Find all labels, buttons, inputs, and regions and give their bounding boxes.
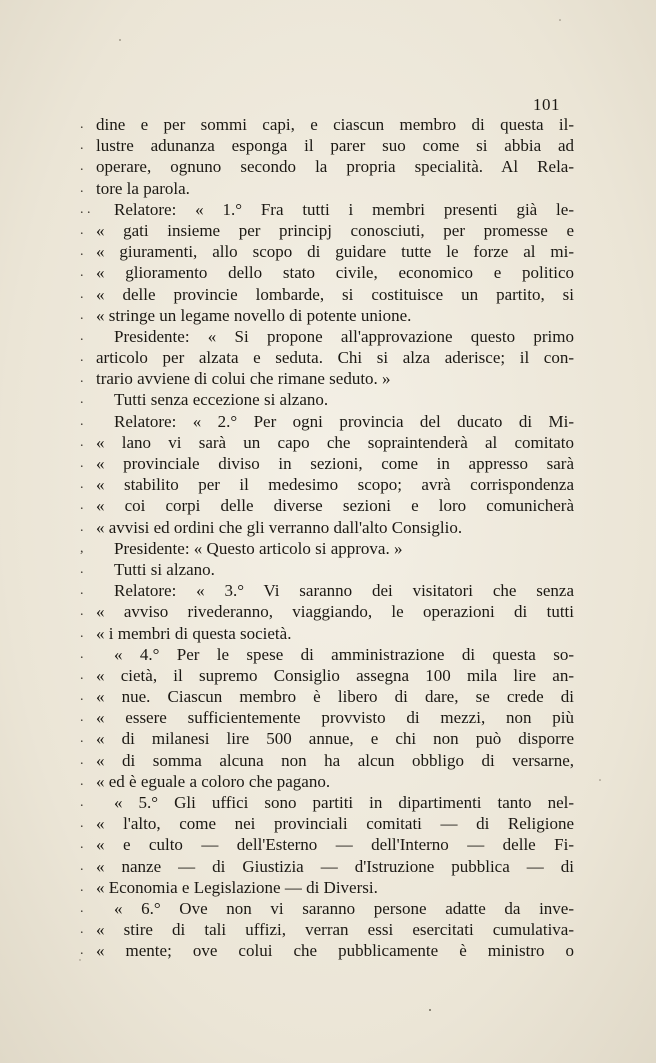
margin-mark: .	[80, 392, 84, 408]
margin-mark: .	[80, 244, 84, 260]
line-text: Presidente: « Si propone all'approvazione questo primo	[114, 326, 574, 346]
line-text: « Economia e Legislazione — di Diversi.	[96, 877, 378, 897]
line-text: Relatore: « 1.° Fra tutti i membri presenti già le-	[114, 199, 574, 219]
line-text: « ed è eguale a coloro che pagano.	[96, 771, 331, 791]
text-line	[80, 114, 574, 135]
line-text: « stringe un legame novello di potente unione.	[96, 305, 412, 325]
text-line	[80, 686, 574, 707]
margin-mark: .	[80, 689, 84, 705]
text-line	[80, 559, 574, 580]
speck	[119, 39, 121, 41]
text-line	[80, 580, 574, 601]
margin-mark: ,	[80, 540, 84, 556]
text-line	[80, 877, 574, 898]
line-text: « stire di tali uffizi, verran essi esercitati cumulativa-	[96, 920, 574, 940]
text-line	[80, 792, 574, 813]
text-line	[80, 411, 574, 432]
text-line	[80, 241, 574, 262]
text-line	[80, 453, 574, 474]
margin-mark: .	[80, 159, 84, 175]
line-text: tore la parola.	[96, 178, 190, 198]
speck	[599, 779, 601, 781]
text-line	[80, 517, 574, 538]
margin-mark: .	[80, 667, 84, 683]
margin-mark: . .	[80, 201, 91, 217]
text-line	[80, 813, 574, 834]
text-line	[80, 474, 574, 495]
line-text: Tutti si alzano.	[114, 559, 215, 579]
margin-mark: .	[80, 456, 84, 471]
margin-mark: .	[80, 795, 84, 810]
line-text: « cietà, il supremo Consiglio assegna 100 mila lire an-	[96, 665, 574, 685]
page-number: 101	[533, 95, 560, 114]
margin-mark: .	[80, 773, 84, 789]
text-line	[80, 623, 574, 644]
text-line	[80, 220, 574, 241]
line-text: « provinciale diviso in sezioni, come in appresso sarà	[96, 454, 574, 473]
line-text: « avviso rivederanno, viaggiando, le operazioni di tutti	[96, 602, 574, 622]
line-text: « mente; ove colui che pubblicamente è ministro o	[96, 941, 574, 961]
margin-mark: .	[80, 837, 84, 853]
margin-mark: .	[80, 498, 84, 514]
text-line	[80, 368, 574, 389]
text-line	[80, 919, 574, 940]
margin-mark: .	[80, 180, 84, 196]
line-text: « di milanesi lire 500 annue, e chi non può disporre	[96, 729, 574, 749]
line-text: « glioramento dello stato civile, economico e politico	[96, 263, 574, 283]
margin-mark: .	[80, 371, 84, 387]
text-line	[80, 728, 574, 749]
line-text: « 4.° Per le spese di amministrazione di questa so-	[114, 644, 574, 664]
margin-mark: .	[80, 328, 84, 344]
margin-mark: .	[80, 752, 84, 768]
line-text: « gati insieme per principj conosciuti, per promesse e	[96, 220, 574, 240]
text-line	[80, 644, 574, 665]
margin-mark: .	[80, 413, 84, 429]
margin-mark: .	[80, 858, 84, 874]
margin-mark: .	[80, 816, 84, 832]
line-text: « giuramenti, allo scopo di guidare tutte le forze al mi-	[96, 242, 574, 262]
margin-mark: .	[80, 434, 84, 450]
text-line	[80, 156, 574, 177]
margin-mark: .	[80, 117, 84, 132]
text-line	[80, 305, 574, 326]
margin-mark: .	[80, 583, 84, 599]
margin-mark: .	[80, 604, 84, 620]
margin-mark: .	[80, 731, 84, 747]
line-text: Presidente: « Questo articolo si approva. »	[114, 538, 403, 558]
text-line	[80, 898, 574, 919]
margin-mark: .	[80, 646, 84, 662]
margin-mark: .	[80, 477, 84, 493]
margin-mark: .	[80, 625, 84, 641]
text-line	[80, 940, 574, 961]
body-text	[80, 114, 574, 962]
line-text: lustre adunanza esponga il parer suo come si abbia ad	[96, 136, 574, 156]
text-line	[80, 834, 574, 855]
text-line	[80, 262, 574, 283]
margin-mark: .	[80, 307, 84, 323]
line-text: « di somma alcuna non ha alcun obbligo di versarne,	[96, 750, 574, 770]
margin-mark: .	[80, 286, 84, 302]
line-text: operare, ognuno secondo la propria specialità. Al Rela-	[96, 157, 574, 177]
line-text: « nue. Ciascun membro è libero di dare, se crede di	[96, 687, 574, 707]
line-text: dine e per sommi capi, e ciascun membro di questa il-	[96, 115, 574, 134]
line-text: trario avviene di colui che rimane seduto. »	[96, 369, 391, 389]
speck	[429, 1009, 431, 1011]
text-line	[80, 856, 574, 877]
margin-mark: .	[80, 900, 84, 916]
text-line	[80, 771, 574, 792]
line-text: « i membri di questa società.	[96, 623, 292, 643]
text-line	[80, 389, 574, 410]
line-text: « coi corpi delle diverse sezioni e loro comunicherà	[96, 496, 574, 516]
line-text: « l'alto, come nei provinciali comitati — di Religione	[96, 814, 574, 834]
text-line	[80, 284, 574, 305]
line-text: « 6.° Ove non vi saranno persone adatte da inve-	[114, 898, 574, 918]
text-line	[80, 707, 574, 728]
line-text: « avvisi ed ordini che gli verranno dall'alto Consiglio.	[96, 517, 463, 537]
line-text: « essere sufficientemente provvisto di mezzi, non più	[96, 708, 574, 728]
line-text: Relatore: « 2.° Per ogni provincia del ducato di Mi-	[114, 411, 574, 431]
line-text: Relatore: « 3.° Vi saranno dei visitatori che senza	[114, 581, 574, 601]
line-text: « lano vi sarà un capo che sopraintenderà al comitato	[96, 432, 574, 452]
margin-mark: .	[80, 922, 84, 938]
text-line	[80, 178, 574, 199]
margin-mark: .	[80, 265, 84, 281]
margin-mark: .	[80, 879, 84, 895]
margin-mark: .	[80, 943, 84, 959]
margin-mark: .	[80, 710, 84, 726]
text-line	[80, 326, 574, 347]
line-text: « 5.° Gli uffici sono partiti in dipartimenti tanto nel-	[114, 793, 574, 812]
margin-mark: .	[80, 138, 84, 154]
text-line	[80, 347, 574, 368]
line-text: « e culto — dell'Esterno — dell'Interno — delle Fi-	[96, 835, 574, 855]
text-line	[80, 750, 574, 771]
text-line	[80, 495, 574, 516]
line-text: « stabilito per il medesimo scopo; avrà corrispondenza	[96, 475, 574, 495]
margin-mark: .	[80, 222, 84, 238]
margin-mark: .	[80, 561, 84, 577]
margin-mark: .	[80, 350, 84, 366]
line-text: articolo per alzata e seduta. Chi si alza aderisce; il con-	[96, 348, 574, 368]
speck	[559, 19, 561, 21]
text-line	[80, 538, 574, 559]
text-line	[80, 135, 574, 156]
margin-mark: .	[80, 519, 84, 535]
line-text: « delle provincie lombarde, si costituisce un partito, si	[96, 284, 574, 304]
text-line	[80, 432, 574, 453]
line-text: Tutti senza eccezione si alzano.	[114, 390, 329, 410]
text-line	[80, 665, 574, 686]
text-line	[80, 199, 574, 220]
line-text: « nanze — di Giustizia — d'Istruzione pubblica — di	[96, 856, 574, 876]
text-line	[80, 601, 574, 622]
